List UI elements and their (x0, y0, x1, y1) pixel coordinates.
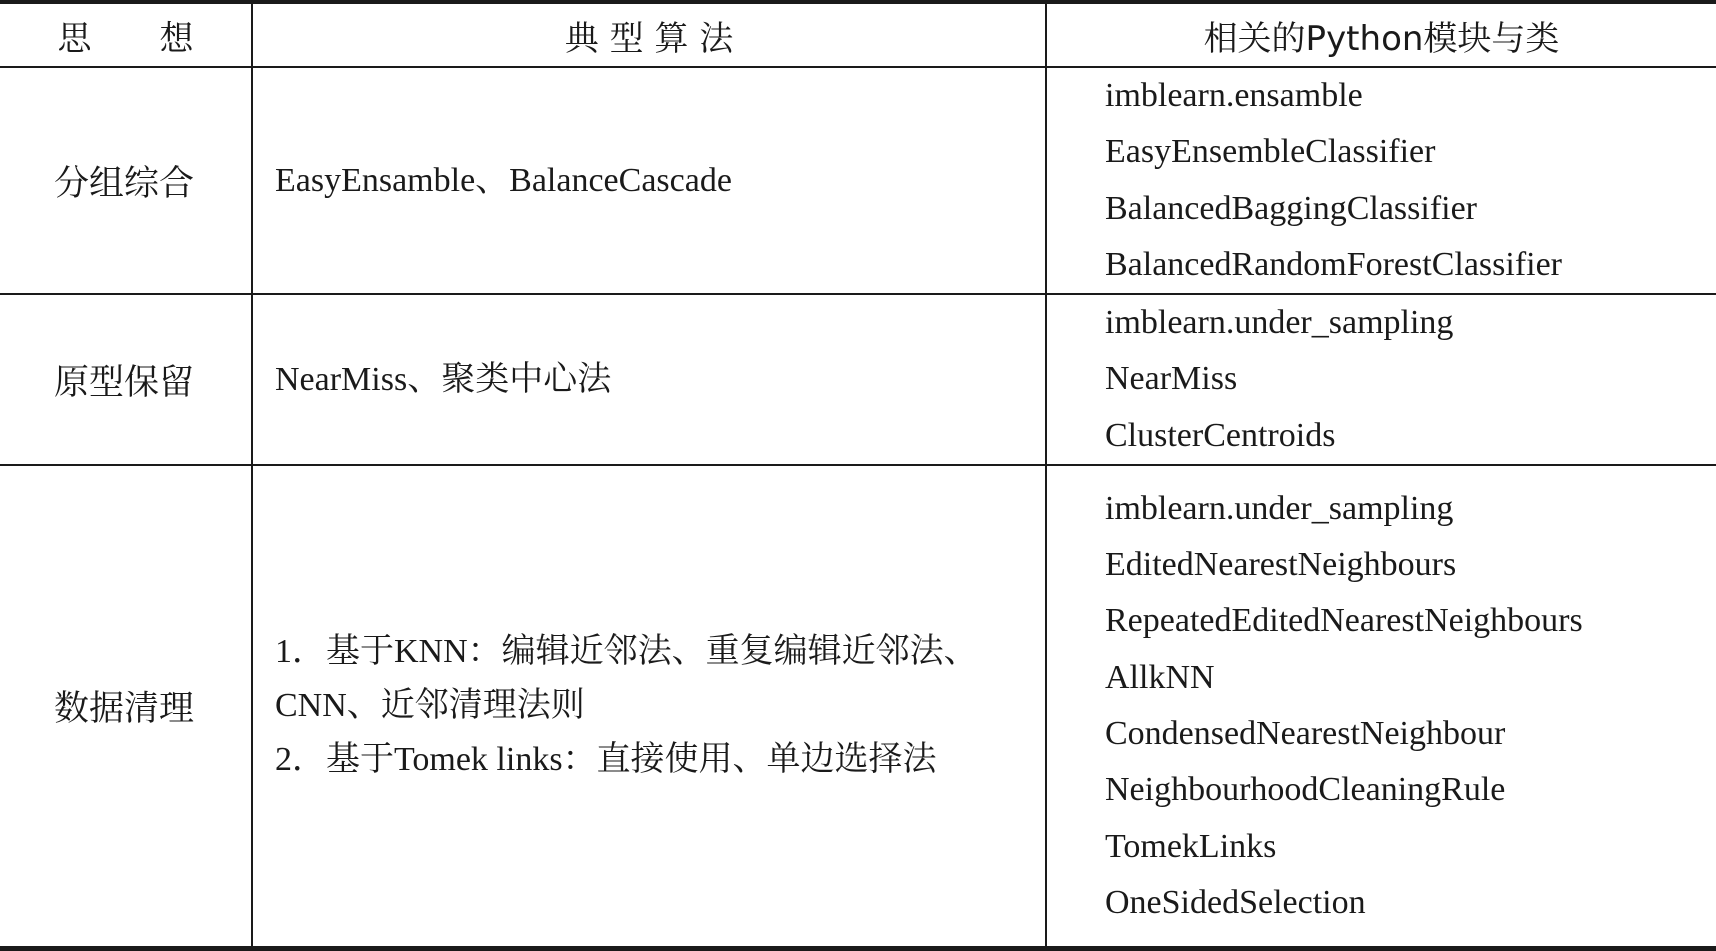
algorithm-line: 2．基于Tomek links：直接使用、单边选择法 (275, 741, 937, 779)
modules-cell (1046, 465, 1716, 949)
module-name: imblearn.under_sampling (1105, 489, 1454, 527)
module-name: imblearn.ensamble (1105, 77, 1363, 114)
algorithm-cell (252, 465, 1046, 949)
class-name: OneSidedSelection (1105, 883, 1366, 921)
header-row (0, 2, 1716, 67)
class-name: AllkNN (1105, 658, 1215, 696)
header-idea: 思 想 (0, 2, 252, 67)
modules-cell (1046, 294, 1716, 465)
algorithm-line: CNN、近邻清理法则 (275, 687, 585, 725)
class-name: EasyEnsembleClassifier (1105, 133, 1436, 171)
class-name: EditedNearestNeighbours (1105, 546, 1457, 584)
algorithm-cell (252, 67, 1046, 294)
algorithm-line: EasyEnsamble、BalanceCascade (275, 161, 732, 199)
class-name: TomekLinks (1105, 827, 1277, 865)
table-row (0, 67, 1716, 294)
algorithm-line: NearMiss、聚类中心法 (275, 360, 612, 398)
idea-cell: 分组综合 (0, 67, 252, 294)
modules-cell (1046, 67, 1716, 294)
table-row (0, 294, 1716, 465)
idea-cell: 数据清理 (0, 465, 252, 949)
idea-cell: 原型保留 (0, 294, 252, 465)
header-modules: 相关的Python模块与类 (1046, 2, 1716, 67)
class-name: BalancedRandomForestClassifier (1105, 245, 1563, 283)
class-name: NeighbourhoodCleaningRule (1105, 771, 1506, 809)
module-name: imblearn.under_sampling (1105, 304, 1454, 342)
class-name: RepeatedEditedNearestNeighbours (1105, 602, 1583, 640)
class-name: CondensedNearestNeighbour (1105, 715, 1506, 753)
algorithm-cell (252, 294, 1046, 465)
class-name: NearMiss (1105, 360, 1238, 398)
class-name: BalancedBaggingClassifier (1105, 189, 1478, 227)
table-row (0, 465, 1716, 949)
algorithm-line: 1．基于KNN：编辑近邻法、重复编辑近邻法、 (275, 633, 978, 671)
class-name: ClusterCentroids (1105, 416, 1336, 454)
header-algorithm: 典 型 算 法 (252, 2, 1046, 67)
